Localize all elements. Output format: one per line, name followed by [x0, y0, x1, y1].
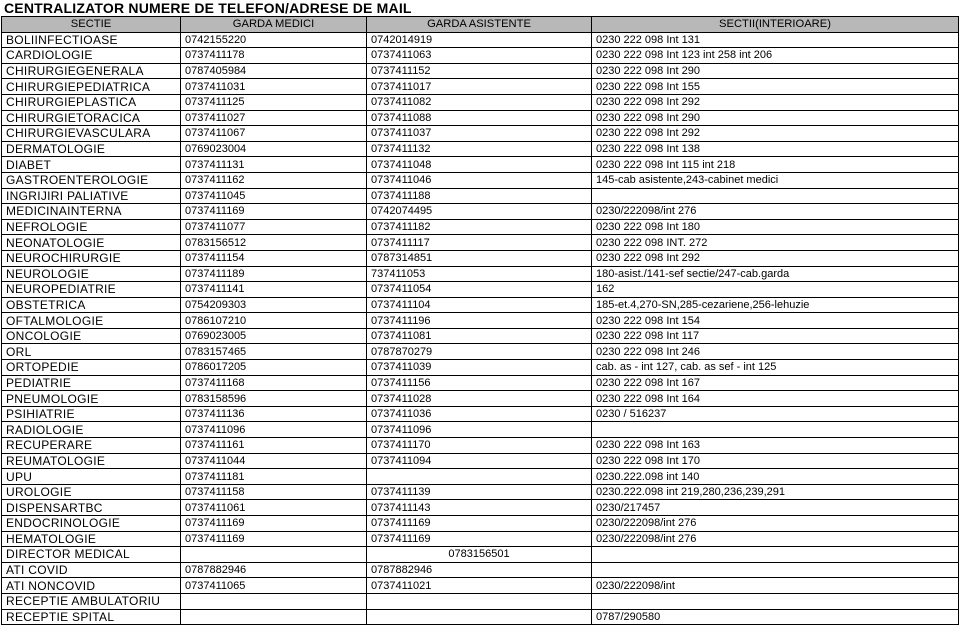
sectii-interioare-cell: 0230 222 098 INT. 272 [592, 235, 959, 251]
garda-medici-cell: 0783158596 [181, 391, 367, 407]
garda-medici-cell: 0737411169 [181, 516, 367, 532]
garda-medici-cell: 0737411169 [181, 204, 367, 220]
sectii-interioare-cell: 0230 222 098 Int 138 [592, 141, 959, 157]
sectie-cell: ENDOCRINOLOGIE [2, 516, 181, 532]
sectii-interioare-cell: 0230 222 098 Int 131 [592, 32, 959, 48]
garda-asistente-cell: 0737411188 [367, 188, 592, 204]
garda-medici-cell: 0737411189 [181, 266, 367, 282]
sectii-interioare-cell: 0230/217457 [592, 500, 959, 516]
sectii-interioare-cell: 0230/222098/int 276 [592, 531, 959, 547]
table-row [2, 204, 959, 220]
sectie-cell: RADIOLOGIE [2, 422, 181, 438]
table-row [2, 282, 959, 298]
table-row [2, 157, 959, 173]
sectii-interioare-cell: 180-asist./141-sef sectie/247-cab.garda [592, 266, 959, 282]
garda-medici-cell: 0737411067 [181, 126, 367, 142]
table-row [2, 609, 959, 625]
garda-medici-cell: 0737411141 [181, 282, 367, 298]
table-row [2, 48, 959, 64]
garda-asistente-cell: 0737411170 [367, 438, 592, 454]
garda-medici-cell: 0737411077 [181, 219, 367, 235]
garda-asistente-cell: 0783156501 [367, 547, 592, 563]
sectie-cell: PSIHIATRIE [2, 406, 181, 422]
garda-asistente-cell: 0737411017 [367, 79, 592, 95]
header-garda-asistente: GARDA ASISTENTE [367, 17, 592, 33]
table-row [2, 79, 959, 95]
garda-asistente-cell: 0787314851 [367, 250, 592, 266]
garda-asistente-cell: 0737411054 [367, 282, 592, 298]
garda-medici-cell: 0737411027 [181, 110, 367, 126]
sectii-interioare-cell: 0230 222 098 Int 290 [592, 63, 959, 79]
table-row [2, 126, 959, 142]
garda-asistente-cell: 0737411048 [367, 157, 592, 173]
sectii-interioare-cell: 162 [592, 282, 959, 298]
table-row [2, 63, 959, 79]
sectii-interioare-cell: 0230 222 098 Int 167 [592, 375, 959, 391]
sectii-interioare-cell: 0230 222 098 Int 163 [592, 438, 959, 454]
sectii-interioare-cell: 0230 222 098 Int 246 [592, 344, 959, 360]
garda-asistente-cell: 0737411081 [367, 328, 592, 344]
garda-medici-cell: 0737411154 [181, 250, 367, 266]
table-row [2, 235, 959, 251]
garda-medici-cell: 0742155220 [181, 32, 367, 48]
sectii-interioare-cell: 0230 222 098 Int 180 [592, 219, 959, 235]
sectie-cell: UPU [2, 469, 181, 485]
garda-medici-cell [181, 593, 367, 609]
table-row [2, 453, 959, 469]
table-row [2, 547, 959, 563]
garda-asistente-cell [367, 593, 592, 609]
garda-medici-cell: 0737411061 [181, 500, 367, 516]
garda-medici-cell: 0786017205 [181, 360, 367, 376]
table-row [2, 32, 959, 48]
garda-asistente-cell [367, 469, 592, 485]
garda-asistente-cell: 0737411028 [367, 391, 592, 407]
sectie-cell: CHIRURGIETORACICA [2, 110, 181, 126]
garda-asistente-cell: 0737411169 [367, 531, 592, 547]
sectii-interioare-cell: 185-et.4,270-SN,285-cezariene,256-lehuzie [592, 297, 959, 313]
table-row [2, 219, 959, 235]
sectii-interioare-cell: 0230 222 098 Int 154 [592, 313, 959, 329]
sectii-interioare-cell [592, 422, 959, 438]
sectii-interioare-cell: 0230 222 098 Int 290 [592, 110, 959, 126]
garda-asistente-cell: 0737411156 [367, 375, 592, 391]
sectie-cell: GASTROENTEROLOGIE [2, 172, 181, 188]
sectii-interioare-cell: cab. as - int 127, cab. as sef - int 125 [592, 360, 959, 376]
sectie-cell: INGRIJIRI PALIATIVE [2, 188, 181, 204]
garda-medici-cell: 0786107210 [181, 313, 367, 329]
garda-asistente-cell: 0737411139 [367, 484, 592, 500]
sectie-cell: RECUPERARE [2, 438, 181, 454]
garda-medici-cell: 0783157465 [181, 344, 367, 360]
garda-asistente-cell: 0737411196 [367, 313, 592, 329]
garda-asistente-cell: 0737411063 [367, 48, 592, 64]
garda-asistente-cell: 0737411088 [367, 110, 592, 126]
garda-asistente-cell: 0737411037 [367, 126, 592, 142]
sectie-cell: OFTALMOLOGIE [2, 313, 181, 329]
garda-asistente-cell: 0737411094 [367, 453, 592, 469]
garda-medici-cell: 0737411131 [181, 157, 367, 173]
garda-medici-cell: 0783156512 [181, 235, 367, 251]
sectie-cell: DISPENSARTBC [2, 500, 181, 516]
garda-asistente-cell: 737411053 [367, 266, 592, 282]
table-row [2, 266, 959, 282]
sectii-interioare-cell: 0230 222 098 Int 123 int 258 int 206 [592, 48, 959, 64]
sectii-interioare-cell: 0230 222 098 Int 170 [592, 453, 959, 469]
garda-medici-cell: 0787882946 [181, 562, 367, 578]
sectii-interioare-cell: 0230.222.098 int 219,280,236,239,291 [592, 484, 959, 500]
sectie-cell: ORTOPEDIE [2, 360, 181, 376]
garda-medici-cell: 0787405984 [181, 63, 367, 79]
table-row [2, 297, 959, 313]
garda-medici-cell [181, 547, 367, 563]
sectii-interioare-cell: 0230 222 098 Int 115 int 218 [592, 157, 959, 173]
sectii-interioare-cell: 0230 222 098 Int 292 [592, 94, 959, 110]
sectie-cell: ATI COVID [2, 562, 181, 578]
garda-asistente-cell: 0737411104 [367, 297, 592, 313]
sectie-cell: BOLIINFECTIOASE [2, 32, 181, 48]
garda-asistente-cell: 0737411182 [367, 219, 592, 235]
garda-asistente-cell: 0742014919 [367, 32, 592, 48]
sectii-interioare-cell: 0230/222098/int 276 [592, 204, 959, 220]
garda-asistente-cell [367, 609, 592, 625]
garda-medici-cell: 0737411158 [181, 484, 367, 500]
sectie-cell: PNEUMOLOGIE [2, 391, 181, 407]
sectie-cell: NEUROLOGIE [2, 266, 181, 282]
garda-medici-cell: 0754209303 [181, 297, 367, 313]
sectie-cell: NEFROLOGIE [2, 219, 181, 235]
sectie-cell: CARDIOLOGIE [2, 48, 181, 64]
garda-medici-cell: 0737411125 [181, 94, 367, 110]
garda-asistente-cell: 0742074495 [367, 204, 592, 220]
table-row [2, 469, 959, 485]
garda-asistente-cell: 0737411036 [367, 406, 592, 422]
garda-asistente-cell: 0737411046 [367, 172, 592, 188]
table-row [2, 188, 959, 204]
table-row [2, 593, 959, 609]
garda-medici-cell: 0737411045 [181, 188, 367, 204]
sectii-interioare-cell: 0230.222.098 int 140 [592, 469, 959, 485]
sectie-cell: NEUROPEDIATRIE [2, 282, 181, 298]
table-row [2, 172, 959, 188]
garda-medici-cell: 0769023005 [181, 328, 367, 344]
garda-asistente-cell: 0737411082 [367, 94, 592, 110]
sectii-interioare-cell: 0230 222 098 Int 164 [592, 391, 959, 407]
garda-asistente-cell: 0737411152 [367, 63, 592, 79]
sectii-interioare-cell: 0230/222098/int [592, 578, 959, 594]
sectii-interioare-cell: 0230 / 516237 [592, 406, 959, 422]
sectie-cell: MEDICINAINTERNA [2, 204, 181, 220]
sectie-cell: CHIRURGIEGENERALA [2, 63, 181, 79]
header-sectie: SECTIE [2, 17, 181, 33]
garda-asistente-cell: 0737411169 [367, 516, 592, 532]
sectie-cell: REUMATOLOGIE [2, 453, 181, 469]
sectii-interioare-cell [592, 547, 959, 563]
sectie-cell: ORL [2, 344, 181, 360]
page-title: CENTRALIZATOR NUMERE DE TELEFON/ADRESE DE MAIL [4, 0, 412, 16]
garda-medici-cell: 0737411162 [181, 172, 367, 188]
sectii-interioare-cell [592, 188, 959, 204]
table-row [2, 360, 959, 376]
contacts-table [1, 16, 959, 625]
garda-medici-cell: 0737411065 [181, 578, 367, 594]
sectie-cell: CHIRURGIEPLASTICA [2, 94, 181, 110]
table-row [2, 375, 959, 391]
table-row [2, 110, 959, 126]
sectie-cell: RECEPTIE AMBULATORIU [2, 593, 181, 609]
sectii-interioare-cell [592, 562, 959, 578]
table-row [2, 500, 959, 516]
garda-asistente-cell: 0737411021 [367, 578, 592, 594]
table-row [2, 484, 959, 500]
table-row [2, 344, 959, 360]
sectii-interioare-cell [592, 593, 959, 609]
garda-medici-cell: 0769023004 [181, 141, 367, 157]
sectii-interioare-cell: 145-cab asistente,243-cabinet medici [592, 172, 959, 188]
table-row [2, 562, 959, 578]
sectie-cell: PEDIATRIE [2, 375, 181, 391]
garda-medici-cell: 0737411096 [181, 422, 367, 438]
garda-medici-cell: 0737411169 [181, 531, 367, 547]
garda-asistente-cell: 0737411039 [367, 360, 592, 376]
table-row [2, 391, 959, 407]
sectii-interioare-cell: 0230 222 098 Int 292 [592, 250, 959, 266]
sectii-interioare-cell: 0230 222 098 Int 155 [592, 79, 959, 95]
header-sectii-interioare: SECTII(INTERIOARE) [592, 17, 959, 33]
header-row [2, 17, 959, 33]
sectii-interioare-cell: 0230 222 098 Int 292 [592, 126, 959, 142]
table-row [2, 250, 959, 266]
garda-medici-cell: 0737411168 [181, 375, 367, 391]
table-row [2, 422, 959, 438]
sectie-cell: OBSTETRICA [2, 297, 181, 313]
sectie-cell: HEMATOLOGIE [2, 531, 181, 547]
garda-asistente-cell: 0787882946 [367, 562, 592, 578]
header-garda-medici: GARDA MEDICI [181, 17, 367, 33]
sectie-cell: CHIRURGIEPEDIATRICA [2, 79, 181, 95]
garda-medici-cell: 0737411181 [181, 469, 367, 485]
sectie-cell: DERMATOLOGIE [2, 141, 181, 157]
sectie-cell: NEUROCHIRURGIE [2, 250, 181, 266]
sectie-cell: ONCOLOGIE [2, 328, 181, 344]
table-row [2, 516, 959, 532]
garda-medici-cell: 0737411136 [181, 406, 367, 422]
sectie-cell: DIRECTOR MEDICAL [2, 547, 181, 563]
sectie-cell: UROLOGIE [2, 484, 181, 500]
sectii-interioare-cell: 0230 222 098 Int 117 [592, 328, 959, 344]
garda-asistente-cell: 0737411143 [367, 500, 592, 516]
garda-asistente-cell: 0737411096 [367, 422, 592, 438]
table-row [2, 406, 959, 422]
sectie-cell: ATI NONCOVID [2, 578, 181, 594]
garda-medici-cell: 0737411178 [181, 48, 367, 64]
sectii-interioare-cell: 0230/222098/int 276 [592, 516, 959, 532]
garda-medici-cell: 0737411044 [181, 453, 367, 469]
sectie-cell: RECEPTIE SPITAL [2, 609, 181, 625]
sectie-cell: CHIRURGIEVASCULARA [2, 126, 181, 142]
garda-medici-cell [181, 609, 367, 625]
table-row [2, 313, 959, 329]
table-row [2, 578, 959, 594]
table-row [2, 141, 959, 157]
table-row [2, 328, 959, 344]
sectie-cell: DIABET [2, 157, 181, 173]
sectie-cell: NEONATOLOGIE [2, 235, 181, 251]
table-row [2, 531, 959, 547]
table-row [2, 94, 959, 110]
table-body [2, 32, 959, 625]
garda-asistente-cell: 0737411132 [367, 141, 592, 157]
garda-medici-cell: 0737411031 [181, 79, 367, 95]
table-row [2, 438, 959, 454]
garda-asistente-cell: 0737411117 [367, 235, 592, 251]
garda-medici-cell: 0737411161 [181, 438, 367, 454]
sectii-interioare-cell: 0787/290580 [592, 609, 959, 625]
garda-asistente-cell: 0787870279 [367, 344, 592, 360]
